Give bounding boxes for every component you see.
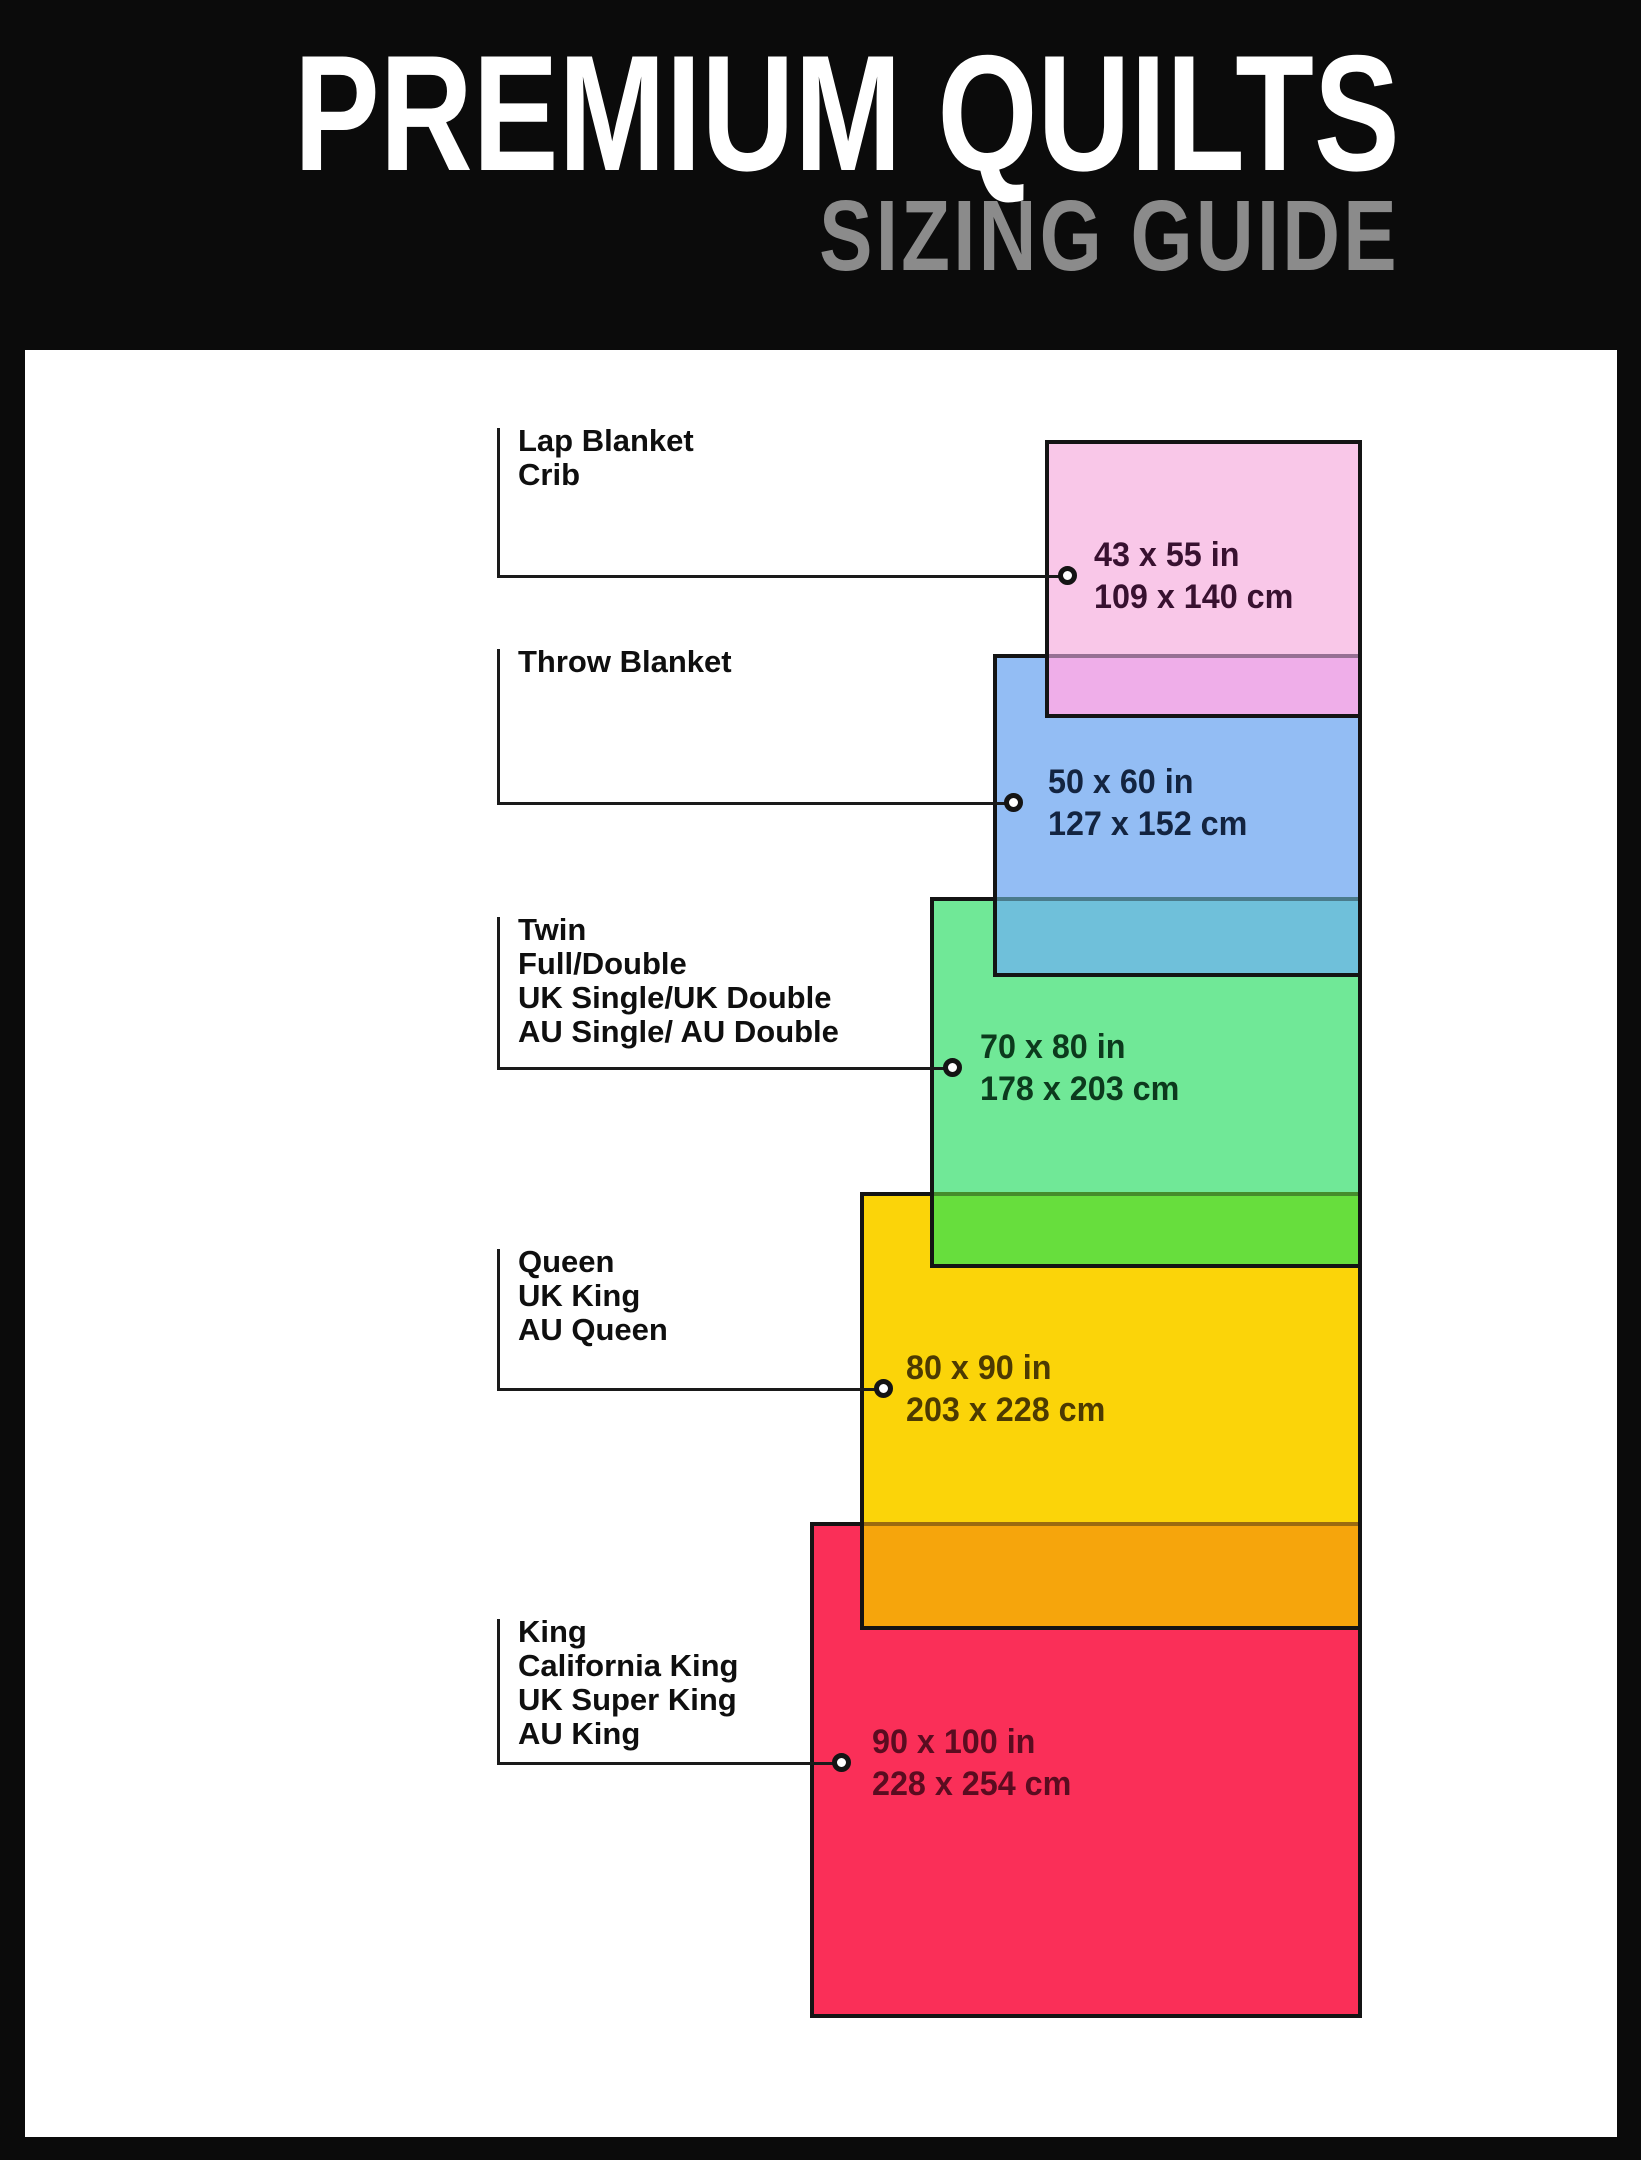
size-dimensions-throw-blanket bbox=[1048, 759, 1247, 847]
size-label-king-cal-king bbox=[518, 1615, 738, 1751]
size-label-line: Queen bbox=[518, 1244, 615, 1279]
connector-hline-king-cal-king bbox=[497, 1762, 842, 1765]
dimension-inches: 43 x 55 in bbox=[1094, 536, 1240, 574]
connector-hline-throw-blanket bbox=[497, 802, 1014, 805]
size-label-lap-blanket-crib bbox=[518, 424, 694, 492]
dimension-inches: 70 x 80 in bbox=[980, 1028, 1126, 1066]
connector-hline-lap-blanket-crib bbox=[497, 575, 1068, 578]
connector-dot-icon-queen-uk-king bbox=[874, 1379, 893, 1398]
size-label-line: Crib bbox=[518, 457, 580, 492]
size-label-line: UK King bbox=[518, 1278, 641, 1313]
size-label-line: California King bbox=[518, 1648, 739, 1683]
dimension-cm: 178 x 203 cm bbox=[980, 1070, 1180, 1108]
size-label-line: Twin bbox=[518, 912, 587, 947]
dimension-cm: 203 x 228 cm bbox=[906, 1391, 1106, 1429]
size-label-line: Throw Blanket bbox=[518, 644, 732, 679]
connector-dot-icon-lap-blanket-crib bbox=[1058, 566, 1077, 585]
size-dimensions-queen-uk-king bbox=[906, 1345, 1105, 1433]
page-subtitle: SIZING GUIDE bbox=[819, 180, 1400, 292]
size-dimensions-lap-blanket-crib bbox=[1094, 532, 1293, 620]
size-label-line: UK Super King bbox=[518, 1682, 737, 1717]
size-dimensions-king-cal-king bbox=[872, 1719, 1071, 1807]
size-label-line: AU Single/ AU Double bbox=[518, 1014, 839, 1049]
connector-vline-throw-blanket bbox=[497, 649, 500, 803]
connector-hline-twin-full-double bbox=[497, 1067, 953, 1070]
connector-vline-king-cal-king bbox=[497, 1619, 500, 1763]
size-label-line: AU King bbox=[518, 1716, 641, 1751]
dimension-cm: 228 x 254 cm bbox=[872, 1765, 1072, 1803]
size-label-line: UK Single/UK Double bbox=[518, 980, 832, 1015]
overlap-band-twin-full-double bbox=[934, 1192, 1358, 1264]
size-label-line: AU Queen bbox=[518, 1312, 668, 1347]
connector-dot-icon-twin-full-double bbox=[943, 1058, 962, 1077]
page-title: PREMIUM QUILTS bbox=[294, 21, 1400, 205]
dimension-inches: 50 x 60 in bbox=[1048, 763, 1194, 801]
size-label-line: King bbox=[518, 1614, 587, 1649]
connector-vline-lap-blanket-crib bbox=[497, 428, 500, 576]
size-label-queen-uk-king bbox=[518, 1245, 668, 1347]
dimension-inches: 80 x 90 in bbox=[906, 1349, 1052, 1387]
overlap-band-queen-uk-king bbox=[864, 1522, 1358, 1626]
size-label-twin-full-double bbox=[518, 913, 839, 1049]
connector-vline-queen-uk-king bbox=[497, 1249, 500, 1389]
connector-vline-twin-full-double bbox=[497, 917, 500, 1068]
overlap-band-throw-blanket bbox=[997, 897, 1358, 973]
size-label-throw-blanket bbox=[518, 645, 732, 679]
size-dimensions-twin-full-double bbox=[980, 1024, 1179, 1112]
dimension-cm: 127 x 152 cm bbox=[1048, 805, 1248, 843]
overlap-band-lap-blanket-crib bbox=[1049, 654, 1358, 714]
connector-dot-icon-throw-blanket bbox=[1004, 793, 1023, 812]
connector-dot-icon-king-cal-king bbox=[832, 1753, 851, 1772]
size-label-line: Full/Double bbox=[518, 946, 687, 981]
dimension-cm: 109 x 140 cm bbox=[1094, 578, 1294, 616]
dimension-inches: 90 x 100 in bbox=[872, 1723, 1036, 1761]
connector-hline-queen-uk-king bbox=[497, 1388, 884, 1391]
size-label-line: Lap Blanket bbox=[518, 423, 694, 458]
